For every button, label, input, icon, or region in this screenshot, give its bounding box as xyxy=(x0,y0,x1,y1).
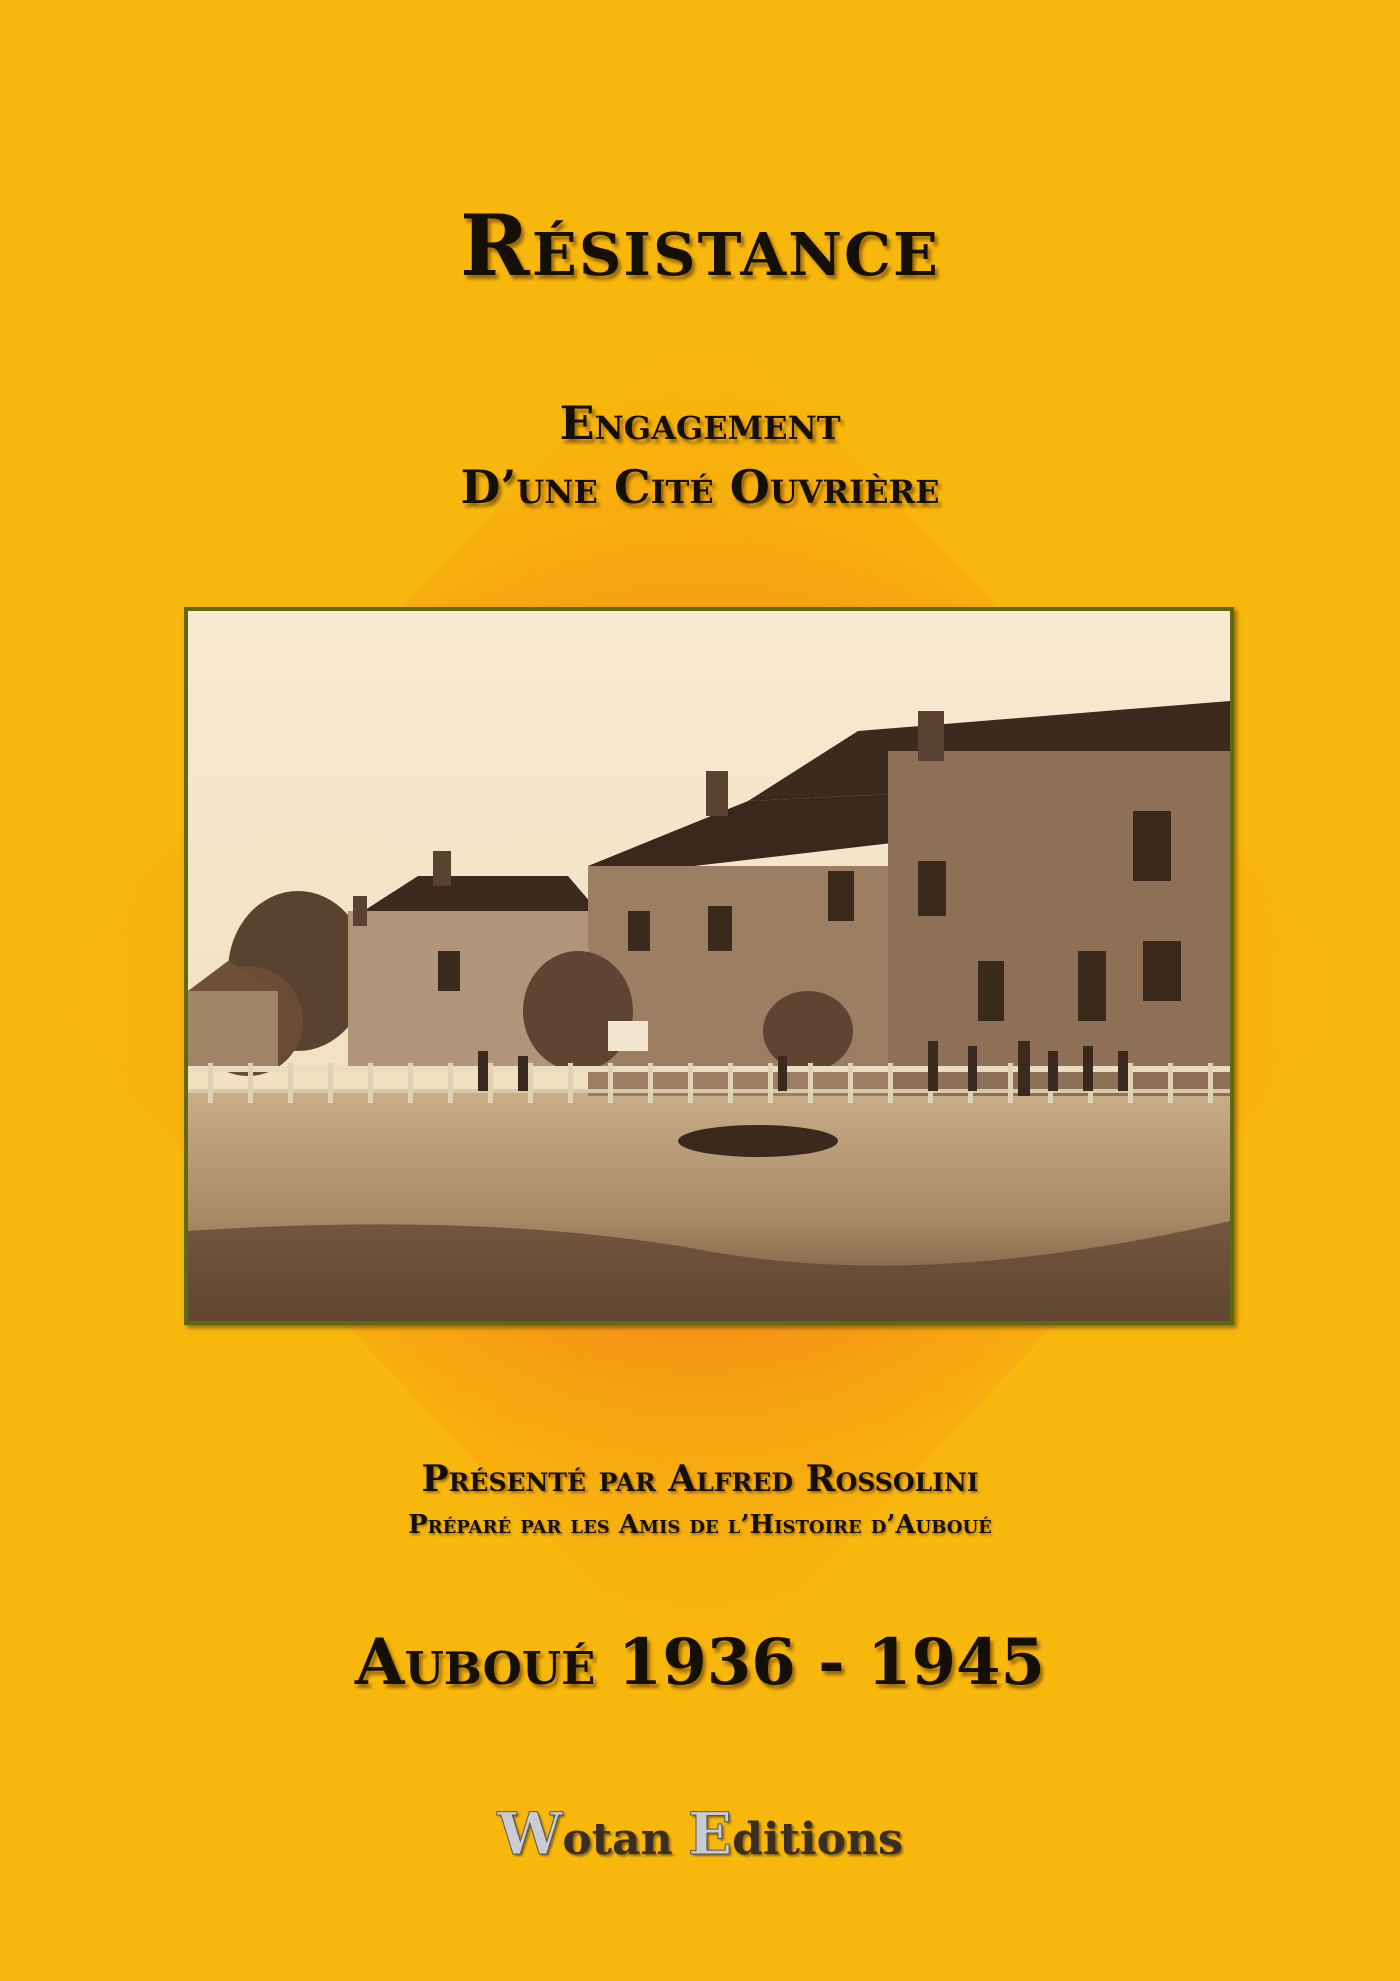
presented-by-line: Présenté par Alfred Rossolini xyxy=(421,1458,979,1500)
prepared-by-line: Préparé par les Amis de l’Histoire d’Auboué xyxy=(408,1510,992,1540)
subtitle-line-1: Engagement xyxy=(559,396,841,450)
subtitle-line-2: D’une Cité Ouvrière xyxy=(460,460,940,514)
publisher-initial-e: E xyxy=(687,1800,733,1868)
sepia-photo-workers-houses xyxy=(184,607,1234,1325)
publisher-initial-w: W xyxy=(497,1800,563,1868)
publisher-part-1: otan xyxy=(562,1814,688,1865)
book-title: Résistance xyxy=(460,196,940,295)
place-and-dates: Auboué 1936 - 1945 xyxy=(354,1625,1046,1700)
publisher-logo xyxy=(0,1800,1400,1868)
publisher-part-2: ditions xyxy=(732,1814,903,1865)
